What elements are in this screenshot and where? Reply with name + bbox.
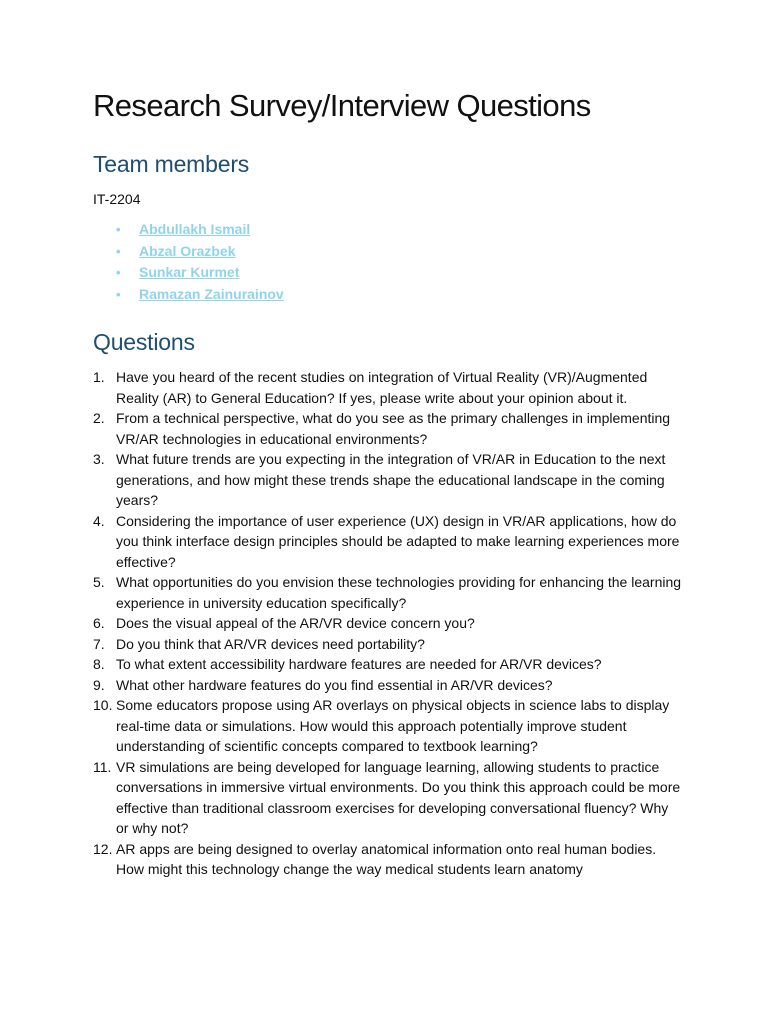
list-item xyxy=(116,262,284,284)
question-item xyxy=(93,757,683,839)
question-number: 11. xyxy=(93,758,112,775)
question-item xyxy=(93,572,683,613)
question-item xyxy=(93,613,683,634)
question-item xyxy=(93,449,683,511)
question-text: Have you heard of the recent studies on integration of Virtual Reality (VR)/Augmented Reality (AR) to General Education? If yes, please write about your opinion about it. xyxy=(116,369,648,406)
question-text: What other hardware features do you find essential in AR/VR devices? xyxy=(116,676,553,693)
question-number: 1. xyxy=(93,369,105,385)
question-number: 8. xyxy=(93,656,105,672)
question-text: Considering the importance of user experience (UX) design in VR/AR applications, how do you think interface design principles should be adapted to make learning experiences more effective? xyxy=(116,512,680,570)
question-text: What opportunities do you envision these technologies providing for enhancing the learning experience in university education specifically? xyxy=(116,574,682,611)
team-members-list xyxy=(116,219,284,305)
question-number: 12. xyxy=(93,840,113,857)
question-text: VR simulations are being developed for language learning, allowing students to practice conversations in immersive virtual environments. Do you think this approach could be more effective than traditional classroom exercises for developing conversational fluency? Why or why not? xyxy=(116,758,681,836)
question-number: 2. xyxy=(93,410,105,426)
member-link-abdullakh-ismail[interactable]: Abdullakh Ismail xyxy=(139,221,251,237)
question-item xyxy=(93,408,683,449)
question-text: To what extent accessibility hardware features are needed for AR/VR devices? xyxy=(116,656,602,672)
question-number: 4. xyxy=(93,512,105,529)
bullet-icon: • xyxy=(116,286,121,302)
question-text: From a technical perspective, what do you see as the primary challenges in implementing VR/AR technologies in educational environments? xyxy=(116,410,671,447)
member-link-sunkar-kurmet[interactable]: Sunkar Kurmet xyxy=(139,264,240,280)
question-number: 7. xyxy=(93,635,105,652)
list-item xyxy=(116,284,284,306)
question-number: 9. xyxy=(93,676,105,693)
list-item xyxy=(116,241,284,263)
question-number: 10. xyxy=(93,697,113,713)
member-link-ramazan-zainurainov[interactable]: Ramazan Zainurainov xyxy=(139,285,284,302)
question-item xyxy=(93,695,683,757)
page-title: Research Survey/Interview Questions xyxy=(93,88,591,123)
question-text: Do you think that AR/VR devices need portability? xyxy=(116,635,425,652)
question-text: Some educators propose using AR overlays on physical objects in science labs to display real-time data or simulations. How would this approach potentially improve student understanding of scientific concepts compared to textbook learning? xyxy=(116,697,670,754)
question-item xyxy=(93,511,683,573)
question-item xyxy=(93,839,683,880)
question-number: 6. xyxy=(93,615,105,631)
bullet-icon: • xyxy=(116,243,121,259)
question-text: Does the visual appeal of the AR/VR device concern you? xyxy=(116,615,475,631)
question-item xyxy=(93,367,683,408)
question-number: 5. xyxy=(93,574,105,590)
member-link-abzal-orazbek[interactable]: Abzal Orazbek xyxy=(139,242,236,259)
questions-heading: Questions xyxy=(93,329,195,355)
question-item xyxy=(93,675,683,696)
list-item xyxy=(116,219,284,241)
bullet-icon: • xyxy=(116,222,121,237)
question-text: AR apps are being designed to overlay anatomical information onto real human bodies. How might this technology change the way medical students learn anatomy xyxy=(116,840,657,877)
team-members-heading: Team members xyxy=(93,151,250,177)
question-item xyxy=(93,654,683,675)
bullet-icon: • xyxy=(116,265,121,280)
questions-list xyxy=(93,367,683,880)
question-number: 3. xyxy=(93,451,105,467)
group-code: IT-2204 xyxy=(93,191,141,207)
question-text: What future trends are you expecting in the integration of VR/AR in Education to the next generations, and how might these trends shape the educational landscape in the coming years? xyxy=(116,451,666,508)
question-item xyxy=(93,634,683,655)
